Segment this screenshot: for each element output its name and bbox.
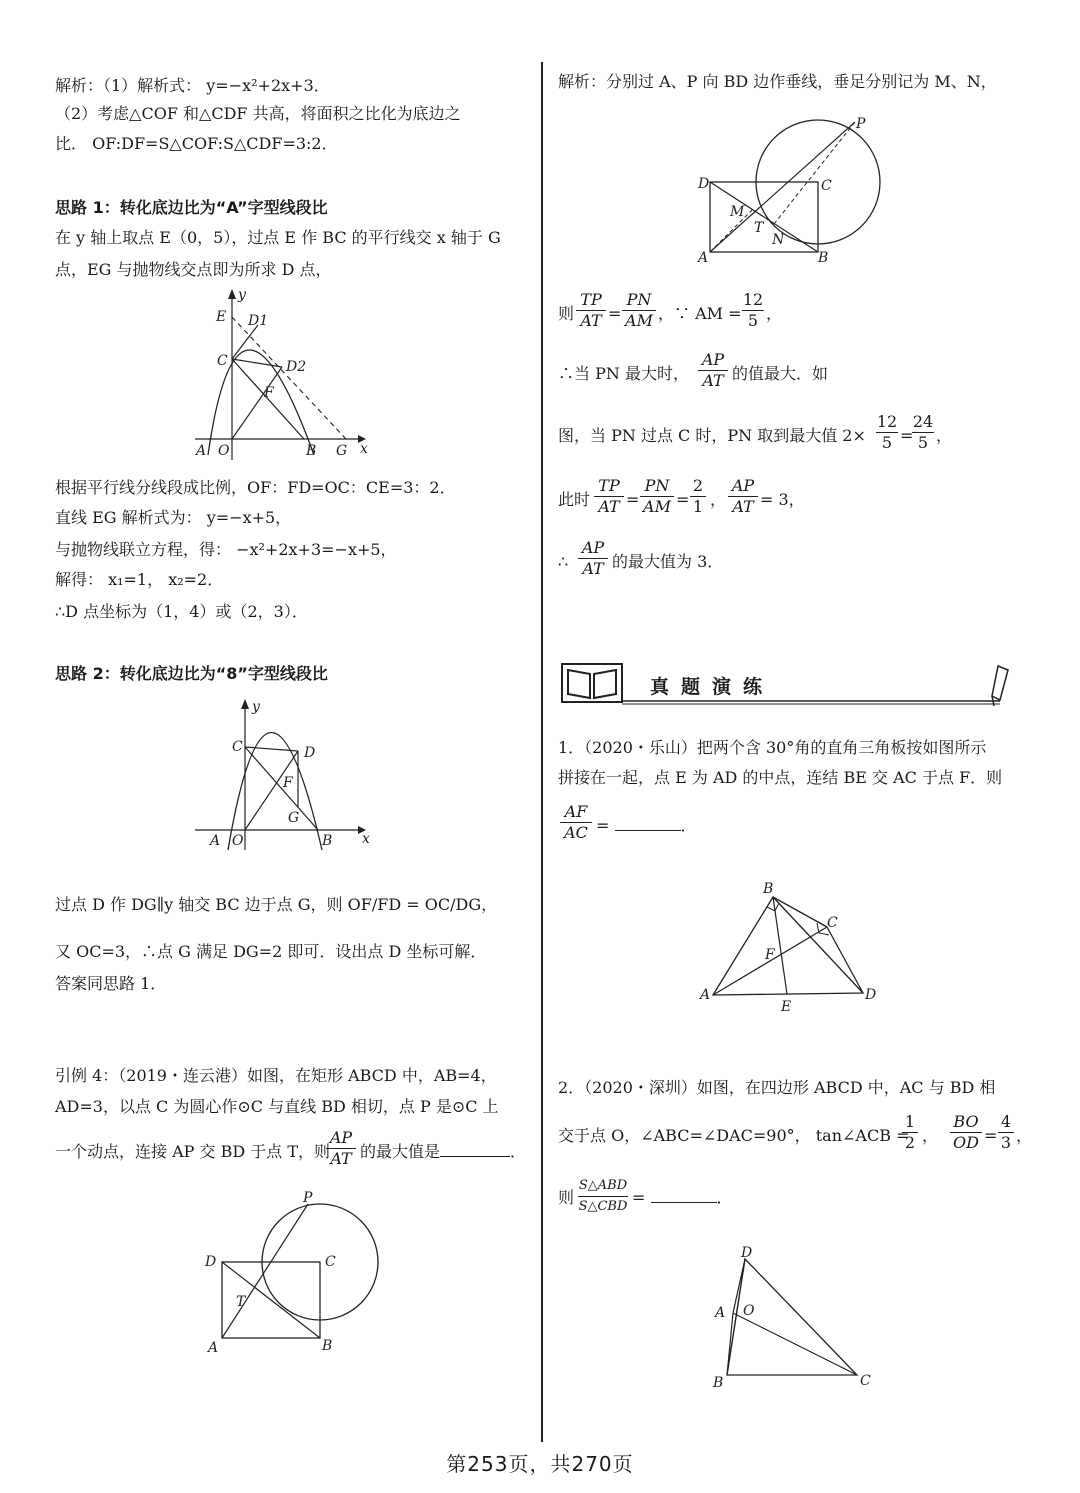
fig2-B-label: B — [322, 833, 333, 849]
fig6-D-label: D — [741, 1245, 753, 1261]
fig5-E-label: E — [781, 999, 792, 1015]
fraction-AP-AT-right: AP AT — [698, 350, 728, 391]
q1-line-2: 拼接在一起，点 E 为 AD 的中点，连结 BE 交 AC 于点 F．则 — [558, 768, 1003, 787]
fraction-1-2: 1 2 — [902, 1112, 918, 1153]
fig1-A-label: A — [196, 443, 207, 459]
fraction-AF-AC: AF AC — [560, 802, 592, 843]
fig3-T-label: T — [236, 1294, 246, 1310]
q1-answer-blank: = ． — [596, 816, 697, 835]
fig1-D1-label: D1 — [248, 313, 269, 329]
fig5-A-label: A — [700, 987, 711, 1003]
fig6-A-label: A — [715, 1305, 726, 1321]
example4-line-1: 引例 4：（2019・连云港）如图，在矩形 ABCD 中，AB=4， — [55, 1066, 497, 1085]
page-footer: 第253页，共270页 — [446, 1452, 634, 1476]
idea1-line-1: 在 y 轴上取点 E（0，5），过点 E 作 BC 的平行线交 x 轴于 G — [55, 228, 501, 247]
fig1-y-label: y — [238, 287, 246, 303]
example4-line-2: AD=3，以点 C 为圆心作⊙C 与直线 BD 相切，点 P 是⊙C 上 — [55, 1097, 499, 1116]
solution-line-1: 解析：（1）解析式： y=−x²+2x+3． — [55, 76, 330, 95]
after2-line-3: 答案同思路 1． — [55, 974, 167, 993]
idea2-title: 思路 2：转化底边比为“8”字型线段比 — [55, 664, 328, 683]
fig4-D-label: D — [698, 176, 710, 192]
example4-line-3b: 的最大值是 ． — [360, 1142, 527, 1161]
fraction-PN-AM-b: PN AM — [640, 476, 674, 517]
q1-line-1: 1．（2020・乐山）把两个含 30°角的直角三角板按如图所示 — [558, 738, 987, 757]
figure-rectangle-circle-perpendiculars — [690, 108, 890, 268]
fig2-A-label: A — [210, 833, 221, 849]
figure-parabola-8-shape — [190, 695, 375, 855]
book-icon — [568, 670, 590, 698]
fig1-O-label: O — [218, 443, 230, 459]
fraction-AP-AT: AP AT — [326, 1128, 356, 1169]
fig3-C-label: C — [325, 1254, 336, 1270]
fraction-AP-AT-c: AP AT — [728, 476, 758, 517]
fraction-S-ABD-S-CBD: S△ABD S△CBD — [578, 1176, 628, 1217]
after1-line-3: 与抛物线联立方程，得： −x²+2x+3=−x+5， — [55, 540, 397, 559]
after2-line-1: 过点 D 作 DG∥y 轴交 BC 边于点 G，则 OF/FD = OC/DG， — [55, 895, 498, 914]
fig1-D2-label: D2 — [286, 359, 307, 375]
after1-line-1: 根据平行线分线段成比例，OF：FD=OC：CE=3：2． — [55, 478, 456, 497]
fig4-B-label: B — [818, 250, 829, 266]
right-line-6-post: 的最大值为 3． — [612, 552, 724, 571]
fig6-C-label: C — [860, 1373, 871, 1389]
fig4-M-label: M — [730, 204, 745, 220]
q2-answer-blank: = ． — [632, 1188, 733, 1207]
fraction-12-5: 12 5 — [742, 290, 764, 330]
fraction-4-3: 4 3 — [998, 1112, 1014, 1153]
right-line-2-pre: 则 — [558, 304, 575, 323]
fig2-G-label: G — [288, 810, 300, 826]
fraction-TP-AT: TP AT — [576, 290, 606, 331]
right-solution-line-1: 解析：分别过 A、P 向 BD 边作垂线，垂足分别记为 M、N， — [558, 72, 997, 91]
fig2-D-label: D — [304, 745, 316, 761]
figure-triangles — [695, 875, 895, 1015]
fig1-B-label: B — [306, 443, 317, 459]
idea1-line-2: 点，EG 与抛物线交点即为所求 D 点， — [55, 260, 332, 279]
fig6-B-label: B — [713, 1375, 724, 1390]
fig1-G-label: G — [336, 443, 348, 459]
right-line-3-post: 的值最大．如 — [732, 364, 829, 383]
after2-line-2: 又 OC=3，∴点 G 满足 DG=2 即可．设出点 D 坐标可解． — [55, 942, 487, 961]
fig2-C-label: C — [232, 739, 243, 755]
column-divider — [541, 62, 543, 1442]
fig3-B-label: B — [322, 1338, 333, 1354]
fig5-F-label: F — [765, 947, 775, 963]
fig2-x-label: x — [362, 831, 370, 847]
figure-quadrilateral — [705, 1245, 885, 1390]
fig4-P-label: P — [856, 116, 866, 132]
section-title: 真题演练 — [650, 676, 775, 698]
fig4-T-label: T — [754, 220, 764, 236]
fig4-N-label: N — [772, 232, 785, 248]
fig2-O-label: O — [232, 833, 244, 849]
after1-line-2: 直线 EG 解析式为： y=−x+5， — [55, 508, 292, 527]
solution-line-3: 比． OF:DF=S△COF:S△CDF=3:2． — [55, 134, 338, 153]
fig3-P-label: P — [303, 1190, 313, 1206]
fraction-PN-AM: PN AM — [622, 290, 656, 331]
fraction-12-5-b: 12 5 — [876, 412, 898, 452]
solution-line-2: （2）考虑△COF 和△CDF 共高，将面积之比化为底边之 — [55, 104, 461, 123]
fraction-BO-OD: BO OD — [950, 1112, 982, 1153]
fig2-y-label: y — [252, 699, 260, 715]
fig4-A-label: A — [698, 250, 709, 266]
fig5-B-label: B — [763, 881, 774, 897]
q2-line-1: 2．（2020・深圳）如图，在四边形 ABCD 中，AC 与 BD 相 — [558, 1078, 996, 1097]
fraction-TP-AT-b: TP AT — [594, 476, 624, 517]
figure-parabola-a-shape — [190, 285, 370, 465]
after1-line-5: ∴D 点坐标为（1，4）或（2，3）． — [55, 602, 308, 621]
fig1-x-label: x — [360, 441, 368, 457]
fig5-D-label: D — [865, 987, 877, 1003]
fig5-C-label: C — [827, 915, 838, 931]
fig3-D-label: D — [205, 1254, 217, 1270]
right-line-5-pre: 此时 — [558, 490, 591, 509]
right-line-4-pre: 图，当 PN 过点 C 时，PN 取到最大值 2× — [558, 426, 866, 445]
fig6-O-label: O — [743, 1303, 755, 1319]
fraction-2-1: 2 1 — [690, 476, 706, 517]
q2-line-2a: 交于点 O，∠ABC=∠DAC=90°， tan∠ACB = — [558, 1126, 910, 1145]
right-line-2-mid: ，∵ AM = — [658, 304, 742, 323]
pencil-icon — [992, 666, 1008, 706]
fraction-AP-AT-d: AP AT — [578, 538, 608, 579]
fig3-A-label: A — [208, 1340, 219, 1356]
after1-line-4: 解得： x₁=1， x₂=2． — [55, 570, 224, 589]
fraction-24-5: 24 5 — [912, 412, 934, 452]
q2-line-3: 则 — [558, 1188, 575, 1207]
fig1-E-label: E — [216, 309, 227, 325]
figure-rectangle-circle — [200, 1190, 390, 1360]
fig1-C-label: C — [217, 353, 228, 369]
example4-line-3a: 一个动点，连接 AP 交 BD 于点 T，则 — [55, 1142, 331, 1161]
right-line-3-pre: ∴当 PN 最大时， — [558, 364, 689, 383]
right-line-5-eq3: = 3， — [760, 490, 805, 509]
fig1-F-label: F — [264, 385, 274, 401]
fig4-C-label: C — [821, 178, 832, 194]
fig2-F-label: F — [283, 775, 293, 791]
section-banner — [560, 660, 1020, 710]
idea1-title: 思路 1：转化底边比为“A”字型线段比 — [55, 198, 328, 217]
